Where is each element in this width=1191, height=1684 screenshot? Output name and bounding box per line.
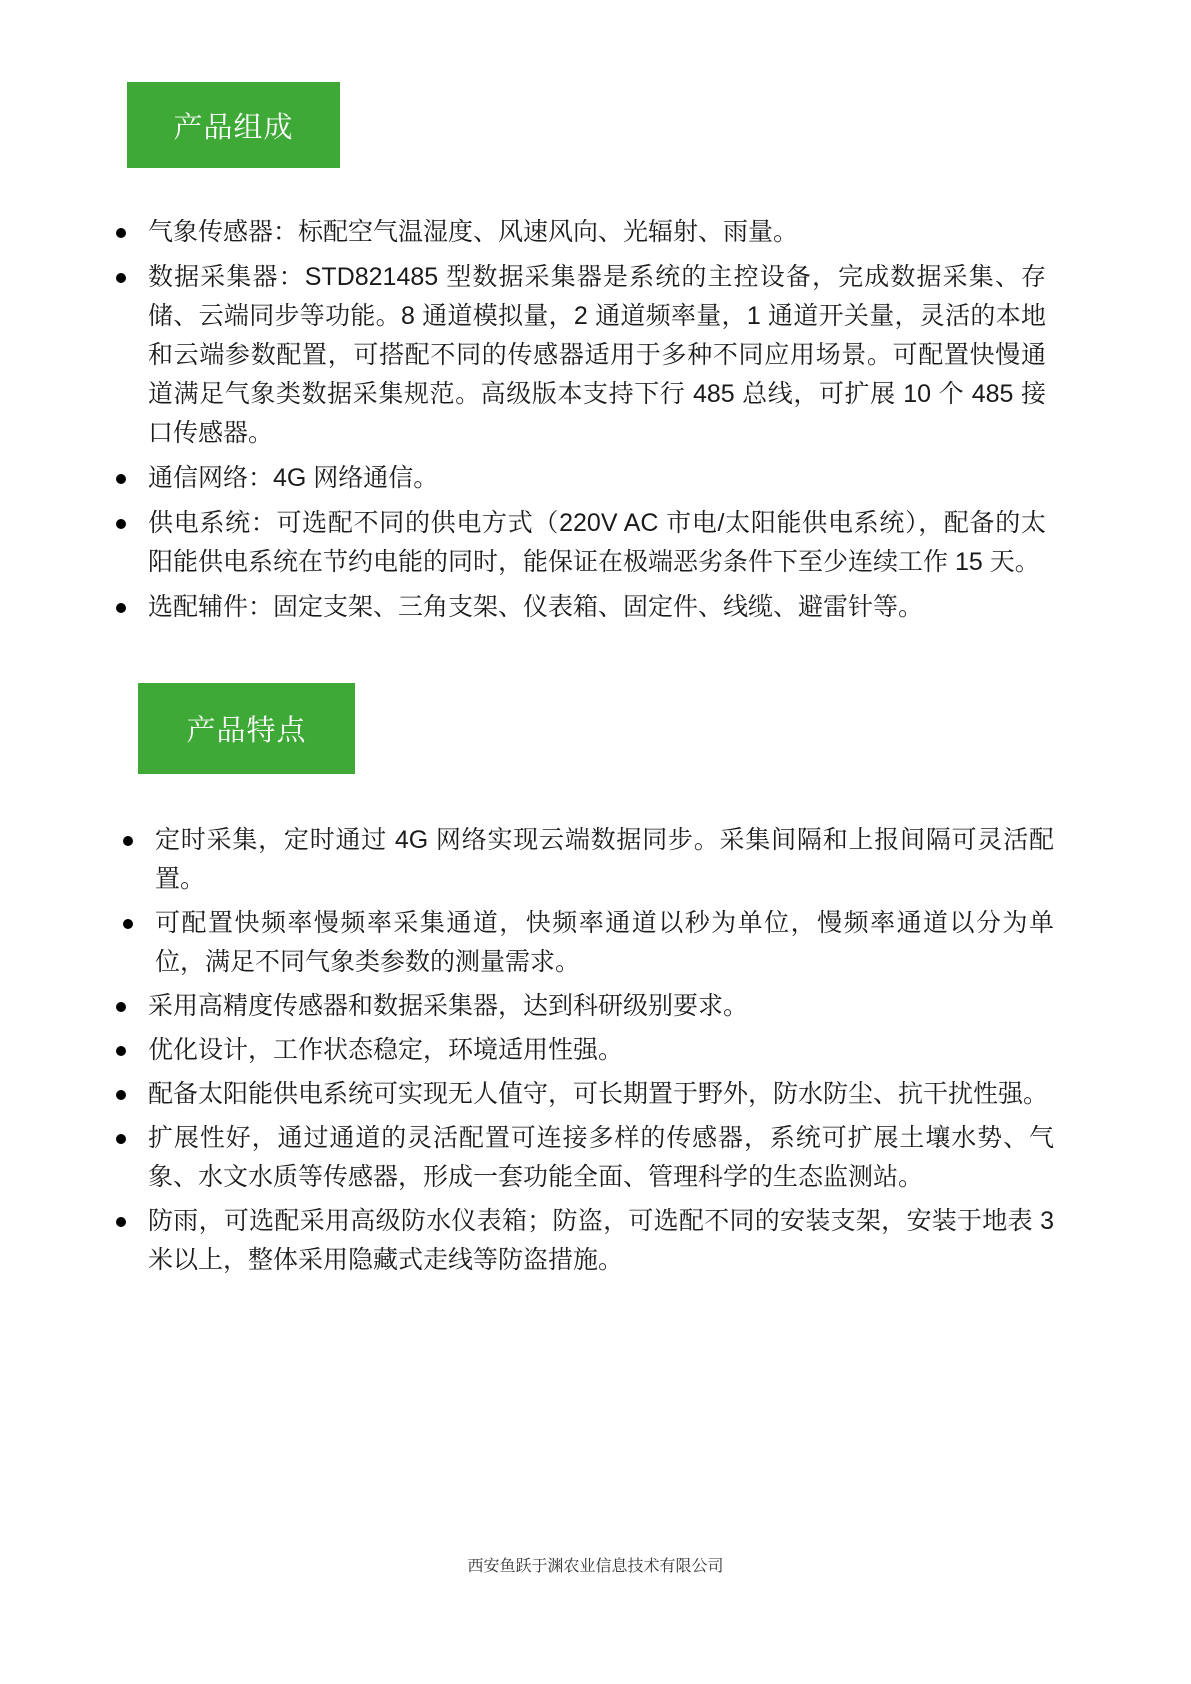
list-item xyxy=(114,588,1046,627)
section-header-product-composition xyxy=(127,82,340,168)
list-item xyxy=(114,504,1046,582)
list-item xyxy=(114,459,1046,498)
bullet-text: 供电系统：可选配不同的供电方式（220V AC 市电/太阳能供电系统），配备的太阳能供电系统在节约电能的同时，能保证在极端恶劣条件下至少连续工作 15 天。 xyxy=(148,509,1046,576)
bullet-text: 数据采集器：STD821485 型数据采集器是系统的主控设备，完成数据采集、存储、云端同步等功能。8 通道模拟量，2 通道频率量，1 通道开关量，灵活的本地和云端参数配置，可搭配不同的传感器适用于多种不同应用场景。可配置快慢通道满足气象类数据采集规范。高级版本支持下行 485 总线，可扩展 10 个 485 接口传感器。 xyxy=(148,263,1046,447)
bullet-text: 选配辅件：固定支架、三角支架、仪表箱、固定件、线缆、避雷针等。 xyxy=(148,593,924,621)
footer-company-name: 西安鱼跃于渊农业信息技术有限公司 xyxy=(467,1558,724,1575)
bullet-text: 优化设计，工作状态稳定，环境适用性强。 xyxy=(148,1036,624,1064)
bullet-text: 采用高精度传感器和数据采集器，达到科研级别要求。 xyxy=(148,992,749,1020)
list-item xyxy=(114,1119,1054,1197)
bullet-text: 扩展性好，通过通道的灵活配置可连接多样的传感器，系统可扩展土壤水势、气象、水文水质等传感器，形成一套功能全面、管理科学的生态监测站。 xyxy=(148,1124,1054,1191)
section-header-product-features xyxy=(138,683,355,774)
bullet-text: 可配置快频率慢频率采集通道，快频率通道以秒为单位，慢频率通道以分为单位，满足不同气象类参数的测量需求。 xyxy=(155,909,1054,976)
list-item xyxy=(114,258,1046,453)
list-item xyxy=(114,1031,1054,1070)
bullet-text: 定时采集，定时通过 4G 网络实现云端数据同步。采集间隔和上报间隔可灵活配置。 xyxy=(155,826,1054,893)
list-item xyxy=(114,1075,1054,1114)
bullet-icon xyxy=(116,1090,126,1100)
section-title-product-features: 产品特点 xyxy=(186,715,307,747)
bullet-icon xyxy=(123,919,133,929)
bullet-text: 气象传感器：标配空气温湿度、风速风向、光辐射、雨量。 xyxy=(148,218,799,246)
bullet-icon xyxy=(116,1046,126,1056)
list-item xyxy=(114,213,1046,252)
bullet-text: 通信网络：4G 网络通信。 xyxy=(148,464,439,492)
bullet-icon xyxy=(116,474,126,484)
bullet-icon xyxy=(116,228,126,238)
list-item xyxy=(114,904,1054,982)
bullet-icon xyxy=(116,1134,126,1144)
section-title-product-composition: 产品组成 xyxy=(173,111,294,144)
bullet-icon xyxy=(116,1217,126,1227)
bullet-text: 防雨，可选配采用高级防水仪表箱；防盗，可选配不同的安装支架，安装于地表 3 米以上，整体采用隐藏式走线等防盗措施。 xyxy=(148,1207,1054,1274)
list-item xyxy=(114,987,1054,1026)
list-item xyxy=(114,821,1054,899)
product-composition-list xyxy=(114,213,1046,633)
bullet-icon xyxy=(116,273,126,283)
product-features-list xyxy=(114,821,1054,1285)
bullet-text: 配备太阳能供电系统可实现无人值守，可长期置于野外，防水防尘、抗干扰性强。 xyxy=(148,1080,1049,1108)
bullet-icon xyxy=(116,1002,126,1012)
list-item xyxy=(114,1202,1054,1280)
bullet-icon xyxy=(116,603,126,613)
bullet-icon xyxy=(123,836,133,846)
bullet-icon xyxy=(116,519,126,529)
